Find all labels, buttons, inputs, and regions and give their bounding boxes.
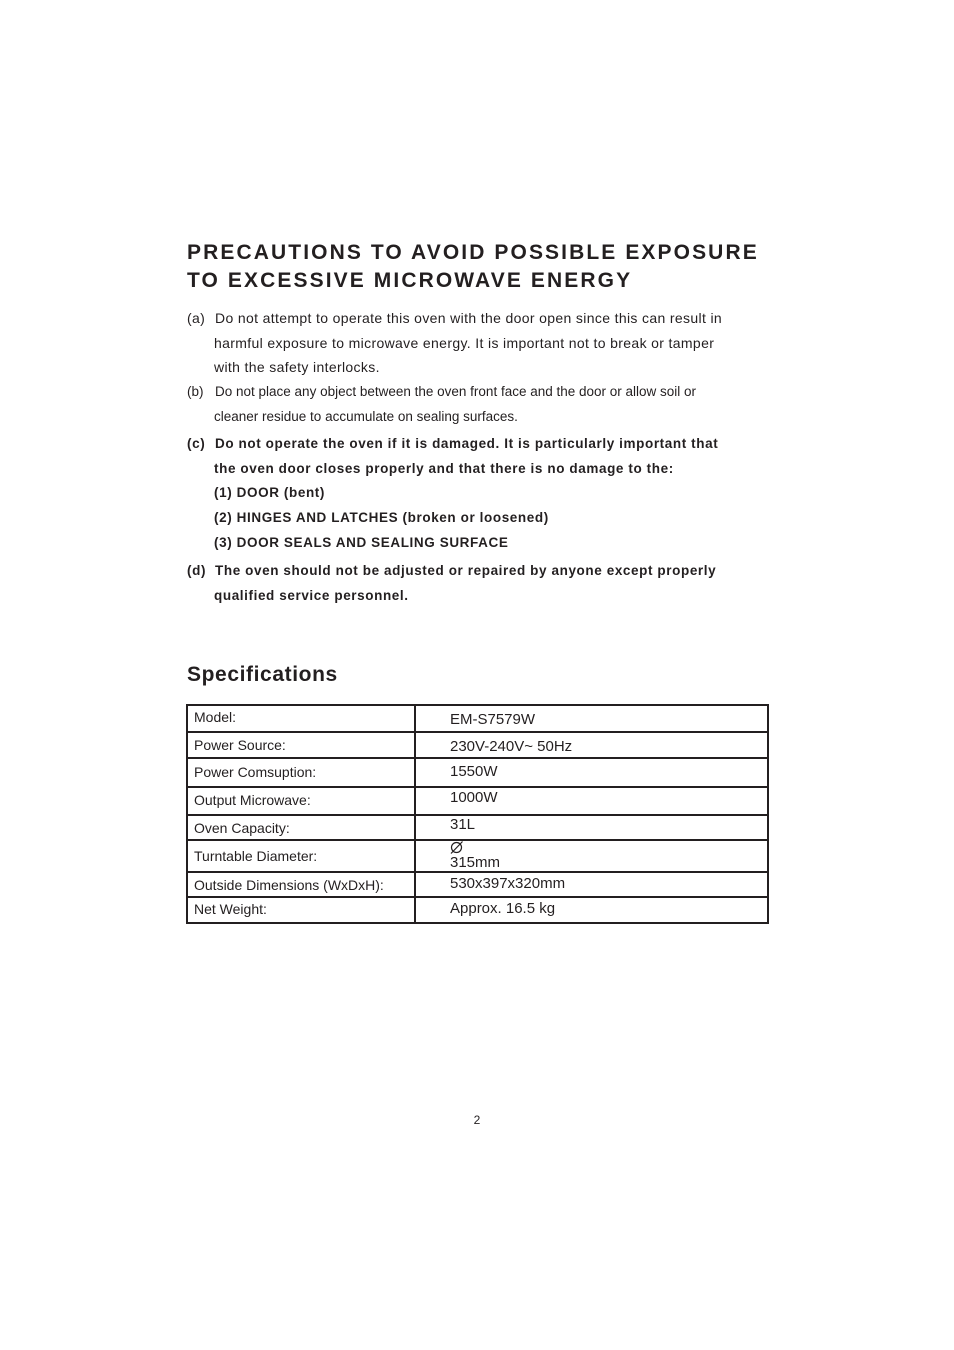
- spec-value: 31L: [415, 815, 768, 840]
- table-row: [187, 732, 768, 758]
- spec-label: Power Source:: [187, 732, 415, 758]
- item-text: Do not place any object between the oven front face and the door or allow soil or: [215, 384, 697, 399]
- item-text: cleaner residue to accumulate on sealing surfaces.: [214, 409, 518, 424]
- item-text: The oven should not be adjusted or repaired by anyone except properly: [215, 563, 717, 578]
- precaution-item-b: [187, 379, 777, 429]
- spec-label: Turntable Diameter:: [187, 840, 415, 872]
- table-row: [187, 787, 768, 815]
- precautions-title-line: TO EXCESSIVE MICROWAVE ENERGY: [187, 269, 633, 292]
- item-text: Do not operate the oven if it is damaged. It is particularly important that: [215, 436, 719, 451]
- spec-label: Oven Capacity:: [187, 815, 415, 840]
- item-text: qualified service personnel.: [214, 587, 409, 603]
- spec-value: 1550W: [415, 758, 768, 787]
- item-marker: (c): [187, 436, 206, 451]
- spec-label: Power Comsuption:: [187, 758, 415, 787]
- specifications-title: Specifications: [187, 663, 338, 686]
- table-row: [187, 758, 768, 787]
- item-marker: (a): [187, 310, 206, 326]
- precaution-item-d: [187, 559, 777, 608]
- page-number: 2: [473, 1113, 481, 1127]
- table-row: [187, 815, 768, 840]
- precaution-item-c: [187, 432, 777, 556]
- table-row: [187, 897, 768, 923]
- item-text: with the safety interlocks.: [214, 359, 380, 375]
- precautions-title: [187, 239, 787, 295]
- table-row: [187, 705, 768, 732]
- item-marker: (d): [187, 563, 207, 578]
- item-subpoint: (3) DOOR SEALS AND SEALING SURFACE: [214, 534, 509, 550]
- item-subpoint: (2) HINGES AND LATCHES (broken or loosened): [214, 510, 549, 526]
- spec-value: EM-S7579W: [415, 705, 768, 732]
- spec-label: Output Microwave:: [187, 787, 415, 815]
- spec-label: Net Weight:: [187, 897, 415, 923]
- spec-label: Outside Dimensions (WxDxH):: [187, 872, 415, 897]
- spec-label: Model:: [187, 705, 415, 732]
- specifications-table: [186, 704, 769, 924]
- table-row: [187, 840, 768, 872]
- spec-value: 315mm: [415, 840, 768, 872]
- spec-value: 530x397x320mm: [415, 872, 768, 897]
- item-marker: (b): [187, 384, 204, 399]
- spec-value: Approx. 16.5 kg: [415, 897, 768, 923]
- precautions-title-line: PRECAUTIONS TO AVOID POSSIBLE EXPOSURE: [187, 241, 759, 264]
- precaution-item-a: [187, 306, 777, 380]
- item-subpoint: (1) DOOR (bent): [214, 485, 325, 501]
- item-text: harmful exposure to microwave energy. It is important not to break or tamper: [214, 334, 715, 351]
- spec-value: 230V-240V~ 50Hz: [415, 732, 768, 758]
- item-text: the oven door closes properly and that there is no damage to the:: [214, 460, 674, 476]
- table-row: [187, 872, 768, 897]
- item-text: Do not attempt to operate this oven with the door open since this can result in: [215, 310, 723, 326]
- diameter-symbol-icon: [450, 841, 463, 854]
- spec-value: 1000W: [415, 787, 768, 815]
